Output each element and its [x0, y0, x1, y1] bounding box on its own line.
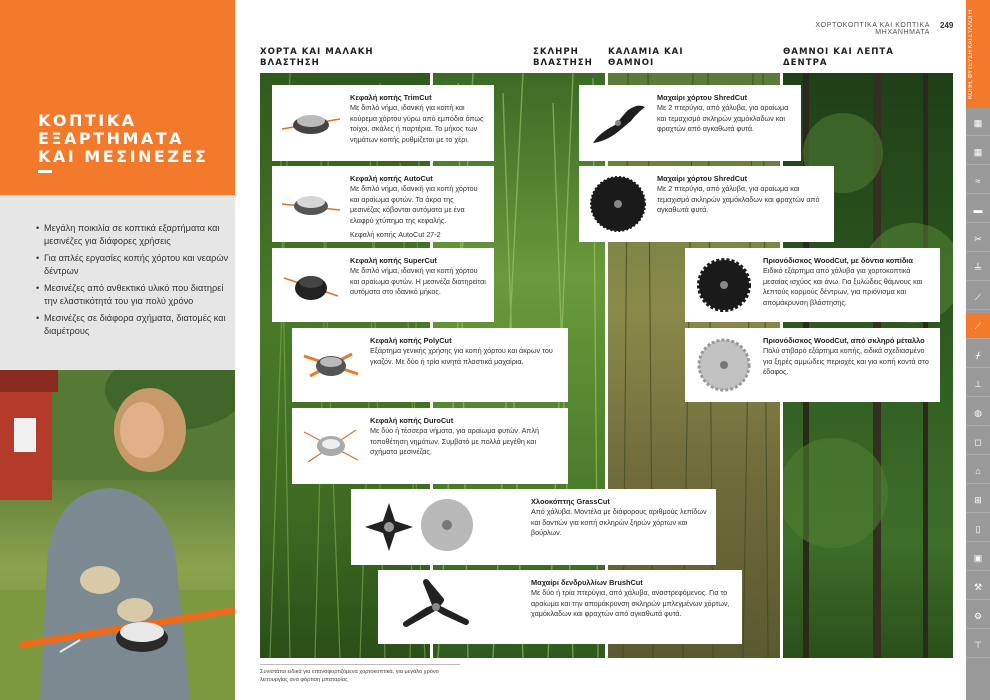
grid-icon[interactable]: ▦	[966, 110, 990, 136]
product-card-trimcut[interactable]	[272, 85, 494, 161]
product-description: Από χάλυβα. Μοντέλα με διάφορους αριθμούς λεπίδων και δοντιών για κοπή σκληρών ξηρών χόρτων και βούρλων.	[531, 507, 707, 537]
carbide-saw-blade-icon	[693, 336, 755, 394]
product-card-supercut[interactable]	[272, 248, 494, 322]
column-header-hard-vegetation: ΣΚΛΗΡΗ ΒΛΑΣΤΗΣΗ	[533, 47, 593, 68]
product-description: Ειδικό εξάρτημα από χάλυβα για χορτοκοπτικά μεσαίας ισχύος και άνω. Για ξυλώδεις θάμνους και λεπτούς κορμούς δέντρων, για πριόνισμα και απομάκρυνση βλάστησης.	[763, 266, 923, 307]
product-name: Μαχαίρι χόρτου ShredCut	[657, 174, 748, 183]
product-name: Κεφαλή κοπής DuroCut	[370, 416, 454, 425]
product-card-autocut[interactable]	[272, 166, 494, 242]
footnote: Συνιστάται ειδικά για επαναφορτιζόμενα χορτοκοπτικά, για μεγάλο χρόνο λειτουργίας ανά φόρτιση μπαταρίας	[260, 664, 460, 684]
product-description: Με 2 πτερύγια, από χάλυβα, για αραίωμα και τεμαχισμό σκληρών χαμόκλαδων και φραχτών από αγκαθωτά φυτά.	[657, 184, 820, 214]
product-description: Πολύ στιβαρό εξάρτημα κοπής, ειδικά σχεδιασμένο για ξηρές αμμώδεις περιοχές και για κοπή κοντά στο έδαφος.	[763, 346, 929, 376]
product-card-durocut[interactable]	[292, 408, 568, 484]
product-description: Με 2 πτερύγια, από χάλυβα, για αραίωμα και τεμαχισμό σκληρών χαμόκλαδων και φραχτών από αγκαθωτά φυτά.	[657, 103, 789, 133]
product-description: Με διπλό νήμα, ιδανική για κοπή και κούρεμα χόρτου γύρω από εμπόδια όπως τοίχοι, σκάλες ή παρτέρια. Το μήκος των νημάτων κοπής ρυθμίζεται με το χέρι.	[350, 103, 484, 144]
product-model: Κεφαλή κοπής AutoCut 27-2	[350, 230, 441, 239]
product-description: Με δύο ή τέσσερα νήματα, για αραίωμα φυτών. Απλή τοποθέτηση νημάτων. Συμβατό με πολλά μεγέθη και σχήματα μεσινέζας.	[370, 426, 539, 456]
rake-icon[interactable]: ᚋ	[966, 342, 990, 368]
product-text	[350, 256, 486, 298]
shovel-icon[interactable]: ⊥	[966, 371, 990, 397]
sprayer-icon[interactable]: ◍	[966, 400, 990, 426]
product-text	[763, 336, 932, 378]
washer-icon[interactable]: ⊞	[966, 487, 990, 513]
section-header: ΧΟΡΤΟΚΟΠΤΙΚΑ ΚΑΙ ΚΟΠΤΙΚΑ ΜΗΧΑΝΗΜΑΤΑ	[815, 22, 930, 36]
chainsaw-icon[interactable]: ▬	[966, 197, 990, 223]
cleaner-icon[interactable]: ◻	[966, 429, 990, 455]
saw-blade-icon	[693, 256, 755, 314]
photo-illustration	[0, 370, 235, 700]
column-header-shrubs: ΘΑΜΝΟΙ ΚΑΙ ΛΕΠΤΑ ΔΕΝΤΡΑ	[783, 47, 894, 68]
trimmer-head-icon	[280, 256, 342, 314]
side-tab[interactable]	[966, 0, 990, 108]
product-card-polycut[interactable]	[292, 328, 568, 402]
phone-icon[interactable]: ▯	[966, 516, 990, 542]
grasscut-blade-icon	[359, 497, 479, 557]
product-name: Χλοοκόπτης GrassCut	[531, 497, 610, 506]
feature-item: • Μεγάλη ποικιλία σε κοπτικά εξαρτήματα και μεσινέζες για διάφορες χρήσεις	[36, 222, 232, 248]
product-description: Με διπλό νήμα, ιδανική για κοπή χόρτου και αραίωμα φυτών. Τα άκρα της μεσινέζας κόβονται αυτόματα με ένα ελαφρύ χτύπημα της κεφαλής.	[350, 184, 478, 225]
side-tab-label: ΚΟΠΗ, ΦΥΤΕΥΣΗ ΚΑΙ ΣΥΛΛΟΓΗ	[968, 9, 974, 99]
trimmer-head-icon	[280, 93, 342, 153]
brushcutter-icon[interactable]: ⟋	[966, 284, 990, 310]
product-description: Με δύο ή τρία πτερύγια, από χάλυβα, αναστρεφόμενος. Για το αραίωμα και την απομάκρυνση σκληρών μπλεγμένων χόρτων, χαμόκλαδων και φραχτών από αγκαθωτά φυτά.	[531, 588, 730, 618]
product-name: Κεφαλή κοπής PolyCut	[370, 336, 452, 345]
brushcut-blade-icon	[386, 578, 486, 636]
product-card-brushcut[interactable]	[378, 570, 742, 644]
product-name: Μαχαίρι δενδρυλλίων BrushCut	[531, 578, 643, 587]
tool-icon[interactable]: ⚒	[966, 574, 990, 600]
trimmer-head-icon	[300, 416, 362, 476]
product-card-shredcut-disc[interactable]	[579, 166, 834, 242]
feature-item: • Για απλές εργασίες κοπής χόρτου και νεαρών δέντρων	[36, 252, 232, 278]
product-card-shredcut[interactable]	[579, 85, 801, 161]
hedge-trimmer-icon[interactable]: ╧	[966, 255, 990, 281]
product-text	[350, 174, 486, 241]
product-card-grasscut[interactable]	[351, 489, 716, 565]
leaf-blower-icon[interactable]: ≈	[966, 168, 990, 194]
product-card-woodcut-carbide[interactable]	[685, 328, 940, 402]
product-text	[370, 336, 560, 367]
box-icon[interactable]: ▣	[966, 545, 990, 571]
title-underline	[38, 170, 52, 173]
trimmer-icon[interactable]: ⟋	[966, 313, 990, 339]
product-text	[657, 174, 826, 216]
product-name: Κεφαλή κοπής TrimCut	[350, 93, 432, 102]
product-name: Πριονόδισκος WoodCut, με δόντια κοπίδια	[763, 256, 913, 265]
product-name: Κεφαλή κοπής SuperCut	[350, 256, 437, 265]
column-header-grass: ΧΟΡΤΑ ΚΑΙ ΜΑΛΑΚΗ ΒΛΑΣΤΗΣΗ	[260, 47, 374, 68]
column-header-reeds: ΚΑΛΑΜΙΑ ΚΑΙ ΘΑΜΝΟΙ	[608, 47, 684, 68]
product-name: Μαχαίρι χόρτου ShredCut	[657, 93, 748, 102]
shirt-icon[interactable]: ⊤	[966, 632, 990, 658]
polycut-head-icon	[300, 336, 362, 394]
product-text	[531, 578, 734, 620]
shredcut-blade-icon	[587, 93, 649, 153]
product-text	[370, 416, 560, 458]
wrench-icon[interactable]: ⚙	[966, 603, 990, 629]
product-description: Με διπλό νήμα, ιδανική για κοπή χόρτου και αραίωμα φυτών. Η μεσινέζα διατηρείται αυτόματα στο ιδανικό μήκος.	[350, 266, 486, 296]
grid-icon[interactable]: ▦	[966, 139, 990, 165]
woman-trimming-photo	[0, 370, 235, 700]
circular-blade-icon	[587, 174, 649, 234]
pruner-icon[interactable]: ✂	[966, 226, 990, 252]
product-text	[657, 93, 793, 135]
feature-item: • Μεσινέζες από ανθεκτικό υλικό που διατηρεί την ελαστικότητά του για πολύ χρόνο	[36, 282, 232, 308]
page-number: 249	[940, 21, 954, 30]
product-text	[350, 93, 486, 145]
page-title: ΚΟΠΤΙΚΑ ΕΞΑΡΤΗΜΑΤΑ ΚΑΙ ΜΕΣΙΝΕΖΕΣ	[38, 111, 209, 166]
product-description: Εξάρτημα γενικής χρήσης για κοπή χόρτου και άκρων του γκαζόν. Με δύο ή τρία κινητά πλαστικά μαχαίρια.	[370, 346, 553, 366]
product-text	[531, 497, 708, 539]
product-name: Πριονόδισκος WoodCut, από σκληρό μέταλλο	[763, 336, 925, 345]
trimmer-head-icon	[280, 174, 342, 234]
vacuum-icon[interactable]: ⌂	[966, 458, 990, 484]
product-text	[763, 256, 932, 308]
feature-list	[36, 222, 232, 342]
feature-item: • Μεσινέζες σε διάφορα σχήματα, διατομές και διαμέτρους	[36, 312, 232, 338]
product-name: Κεφαλή κοπής AutoCut	[350, 174, 433, 183]
product-card-woodcut-chisel[interactable]	[685, 248, 940, 322]
